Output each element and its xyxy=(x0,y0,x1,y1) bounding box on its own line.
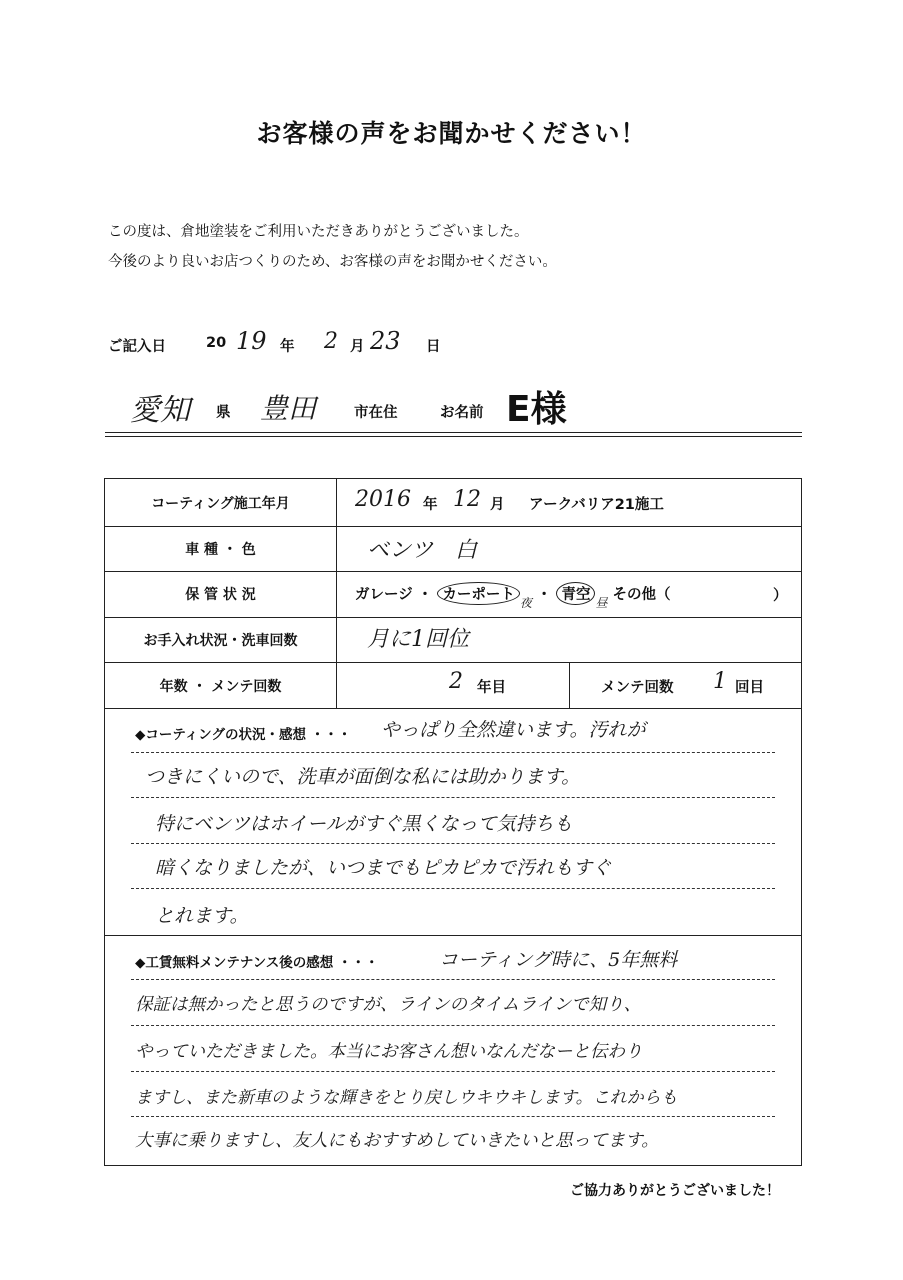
years-value: 2 xyxy=(449,669,463,694)
maintenance-line: やっていただきました。本当にお客さん想いなんだなーと伝わり xyxy=(135,1042,643,1062)
city-value: 豊田 xyxy=(260,392,317,425)
intro-line-1: この度は、倉地塗装をご利用いただきありがとうございました。 xyxy=(108,224,529,240)
dashed-line xyxy=(131,797,775,798)
row-divider xyxy=(105,617,801,618)
year-value: 19 xyxy=(236,327,267,355)
storage-option-outdoor: 青空 xyxy=(556,582,595,605)
month-unit: 月 xyxy=(350,339,365,355)
care-value: 月に1回位 xyxy=(367,627,469,652)
years-unit: 年目 xyxy=(477,680,506,696)
page-title: お客様の声をお聞かせください！ xyxy=(256,119,647,148)
day-value: 23 xyxy=(370,327,401,355)
col-divider xyxy=(569,662,570,708)
coating-year-value: 2016 xyxy=(355,487,411,512)
dashed-line xyxy=(131,752,775,753)
storage-label: 保 管 状 況 xyxy=(185,587,256,603)
prefecture-unit: 県 xyxy=(216,405,231,421)
day-unit: 日 xyxy=(426,339,441,355)
year-unit: 年 xyxy=(280,339,295,355)
dashed-line xyxy=(131,1071,775,1072)
maintenance-line: ますし、また新車のような輝きをとり戻しウキウキします。これからも xyxy=(135,1088,678,1108)
storage-option-other: その他（ xyxy=(612,587,671,603)
maintenance-line: 大事に乗りますし、友人にもおすすめしていきたいと思ってます。 xyxy=(135,1131,659,1151)
survey-form xyxy=(104,478,802,1166)
address-underline xyxy=(105,432,802,433)
coating-year-unit: 年 xyxy=(423,497,438,513)
row-divider xyxy=(105,571,801,572)
row-divider xyxy=(105,708,801,709)
storage-options xyxy=(355,582,671,610)
storage-option-carport: カーポート xyxy=(437,582,520,605)
dashed-line xyxy=(131,888,775,889)
storage-outdoor-note: 昼 xyxy=(595,596,608,610)
coating-month-value: 12 xyxy=(453,487,481,512)
dashed-line xyxy=(131,1116,775,1117)
dashed-line xyxy=(131,979,775,980)
care-label: お手入れ状況・洗車回数 xyxy=(143,633,298,649)
dashed-line xyxy=(131,843,775,844)
intro-line-2: 今後のより良いお店つくりのため、お客様の声をお聞かせください。 xyxy=(108,254,557,270)
name-label: お名前 xyxy=(440,405,484,421)
maint-count-label: メンテ回数 xyxy=(601,680,674,696)
prefecture-value: 愛知 xyxy=(130,393,190,428)
storage-carport-note: 夜 xyxy=(519,596,532,610)
storage-separator: ・ xyxy=(536,587,552,603)
impression-line: 暗くなりましたが、いつまでもピカピカで汚れもすぐ xyxy=(155,857,612,879)
row-divider xyxy=(105,935,801,936)
maintenance-line: 保証は無かったと思うのですが、ラインのタイムラインで知り、 xyxy=(135,995,642,1015)
storage-option-garage: ガレージ ・ xyxy=(355,587,433,603)
row-divider xyxy=(105,662,801,663)
row-divider xyxy=(105,526,801,527)
footer-thanks: ご協力ありがとうございました！ xyxy=(570,1183,780,1199)
address-underline-2 xyxy=(105,436,802,437)
col-divider xyxy=(336,479,337,708)
year-prefix: 20 xyxy=(206,335,227,351)
impression-line: とれます。 xyxy=(155,905,249,927)
city-unit: 市在住 xyxy=(354,405,398,421)
maintenance-label: ◆工賃無料メンテナンス後の感想 ・・・ xyxy=(135,955,379,971)
impression-line: つきにくいので、洗車が面倒な私には助かります。 xyxy=(145,766,581,788)
impression-label: ◆コーティングの状況・感想 ・・・ xyxy=(135,727,352,743)
coating-product: アークバリア21施工 xyxy=(529,497,664,513)
name-value: E様 xyxy=(506,389,567,430)
impression-line: 特にベンツはホイールがすぐ黒くなって気持ちも xyxy=(155,813,573,835)
address-row xyxy=(108,385,808,430)
date-row xyxy=(108,327,808,363)
coating-month-unit: 月 xyxy=(490,497,505,513)
dashed-line xyxy=(131,1025,775,1026)
years-label: 年数 ・ メンテ回数 xyxy=(159,679,282,695)
maintenance-line: コーティング時に、5年無料 xyxy=(439,949,678,971)
impression-line: やっぱり全然違います。汚れが xyxy=(381,719,646,741)
coating-date-label: コーティング施工年月 xyxy=(151,496,290,512)
car-label: 車 種 ・ 色 xyxy=(185,542,256,558)
car-value: ベンツ 白 xyxy=(367,538,478,563)
maint-count-unit: 回目 xyxy=(735,680,764,696)
month-value: 2 xyxy=(324,329,338,354)
storage-other-close: ） xyxy=(773,588,788,604)
date-label: ご記入日 xyxy=(108,339,166,355)
maint-count-value: 1 xyxy=(713,669,727,694)
